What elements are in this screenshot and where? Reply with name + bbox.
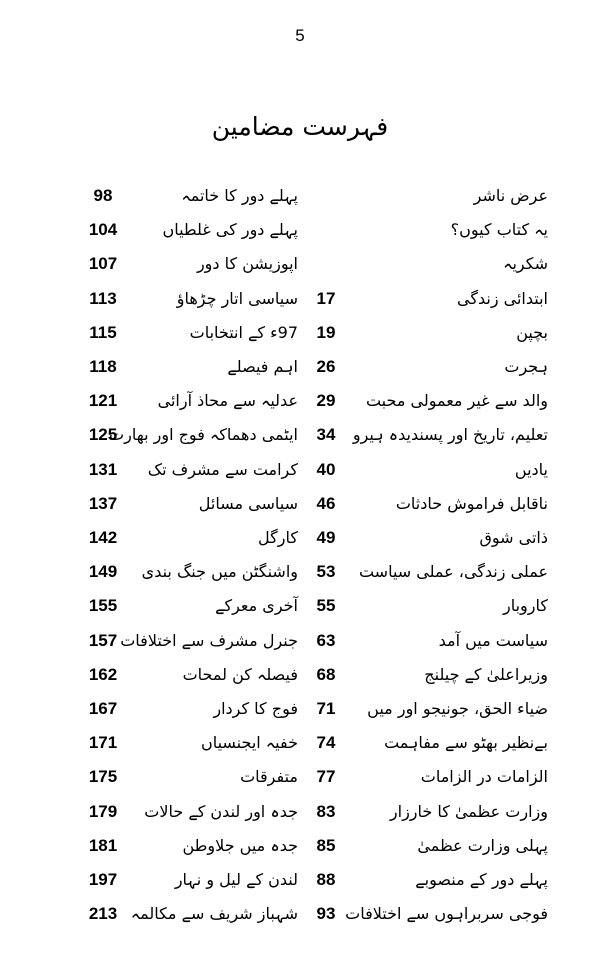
page-title: فہرست مضامین: [211, 112, 389, 141]
toc-entry-page: 68: [316, 664, 336, 684]
toc-entry-page: 17: [316, 288, 336, 308]
toc-entry-page: 125: [88, 425, 118, 445]
toc-row: [0, 627, 600, 661]
toc-row: [0, 558, 600, 592]
toc-entry-page: 115: [89, 322, 117, 342]
toc-row: [0, 250, 600, 284]
toc-row: [0, 490, 600, 524]
toc-entry-page: 40: [316, 459, 336, 479]
toc-entry-page: 104: [88, 220, 118, 240]
toc-row: [0, 900, 600, 934]
toc-entry-page: 113: [89, 288, 117, 308]
toc-entry-title: واشنگٹن میں جنگ بندی: [141, 562, 298, 582]
toc-entry-title: شکریہ: [503, 254, 548, 274]
toc-entry-title: بچپن: [516, 322, 548, 342]
toc-entry-page: 19: [316, 322, 336, 342]
toc-entry-title: والد سے غیر معمولی محبت: [365, 391, 548, 411]
toc-entry-title: تعلیم، تاریخ اور پسندیدہ ہیرو: [352, 425, 548, 445]
toc-entry-page: 71: [316, 699, 336, 718]
toc-entry-title: پہلی وزارت عظمیٰ: [417, 835, 548, 855]
toc-entry-title: جنرل مشرف سے اختلافات: [120, 630, 298, 650]
toc-entry-page: 107: [88, 254, 118, 274]
toc-entry-title: آخری معرکے: [215, 596, 298, 616]
toc-entry-title: عرض ناشر: [473, 186, 548, 205]
toc-entry-page: 49: [316, 528, 336, 547]
toc-row: [0, 456, 600, 490]
toc-row: [0, 729, 600, 763]
toc-entry-title: خفیہ ایجنسیاں: [200, 733, 298, 753]
toc-entry-title: پہلے دور کے منصوبے: [415, 870, 548, 889]
toc-entry-page: 157: [88, 630, 118, 650]
toc-entry-title: پہلے دور کا خاتمہ: [181, 186, 298, 205]
toc-entry-title: ابتدائی زندگی: [457, 288, 548, 308]
toc-entry-page: 55: [316, 596, 336, 616]
toc-entry-title: متفرقات: [240, 767, 298, 787]
toc-entry-page: 175: [88, 767, 118, 787]
toc-row: [0, 524, 600, 558]
toc-entry-title: کارگل: [258, 528, 298, 547]
toc-row: [0, 387, 600, 421]
toc-entry-title: سیاسی اتار چڑھاؤ: [176, 288, 298, 308]
toc-entry-title: الزامات در الزامات: [420, 767, 548, 787]
toc-entry-page: 155: [88, 596, 118, 616]
toc-entry-page: 98: [93, 186, 113, 205]
toc-entry-page: 162: [88, 664, 118, 684]
toc-row: [0, 285, 600, 319]
toc-entry-title: یہ کتاب کیوں؟: [450, 220, 548, 240]
toc-entry-page: 29: [316, 391, 336, 411]
toc-entry-page: 74: [316, 733, 336, 753]
toc-entry-page: 181: [88, 835, 118, 855]
toc-entry-title: عدلیہ سے محاذ آرائی: [157, 391, 298, 411]
toc-row: [0, 319, 600, 353]
toc-entry-title: اپوزیشن کا دور: [196, 254, 298, 274]
toc-entry-title: فوجی سربراہوں سے اختلافات: [345, 904, 548, 924]
toc-row: [0, 216, 600, 250]
toc-entry-title: وزیراعلیٰ کے چیلنج: [424, 664, 548, 684]
toc-row: [0, 866, 600, 900]
toc-entry-page: 85: [316, 835, 336, 855]
toc-entry-title: سیاسی مسائل: [198, 493, 298, 513]
toc-entry-page: 131: [88, 459, 118, 479]
toc-entry-title: جدہ اور لندن کے حالات: [144, 801, 298, 821]
toc-entry-title: جدہ میں جلاوطن: [182, 835, 298, 855]
toc-entry-title: فوج کا کردار: [213, 699, 298, 718]
toc-entry-page: 197: [88, 870, 118, 889]
toc-row: [0, 832, 600, 866]
toc-entry-title: ناقابل فراموش حادثات: [395, 493, 548, 513]
toc-entry-title: وزارت عظمیٰ کا خارزار: [389, 801, 548, 821]
toc-entry-title: اہم فیصلے: [227, 357, 298, 376]
toc-entry-page: 137: [88, 493, 118, 513]
toc-entry-page: 93: [316, 904, 336, 924]
toc-entry-title: 97ء کے انتخابات: [189, 322, 298, 342]
toc-row: [0, 798, 600, 832]
toc-entry-page: 34: [316, 425, 336, 445]
toc-entry-title: یادیں: [514, 459, 548, 479]
toc-entry-title: ضیاء الحق، جونیجو اور میں: [367, 699, 548, 718]
toc-entry-page: 83: [316, 801, 336, 821]
toc-entry-page: 142: [88, 528, 118, 547]
toc-entry-page: 46: [316, 493, 336, 513]
toc-row: [0, 661, 600, 695]
page-number: 5: [295, 26, 305, 45]
toc-entry-page: 77: [316, 767, 336, 787]
toc-entry-page: 149: [88, 562, 118, 582]
toc-entry-page: 26: [316, 357, 336, 376]
toc-entry-title: کرامت سے مشرف تک: [147, 459, 298, 479]
toc-entry-title: سیاست میں آمد: [438, 630, 548, 650]
toc-row: [0, 695, 600, 729]
toc-entry-page: 53: [316, 562, 336, 582]
toc-row: [0, 763, 600, 797]
toc-entry-title: فیصلہ کن لمحات: [182, 664, 298, 684]
toc-entry-page: 213: [88, 904, 118, 924]
toc-entry-title: عملی زندگی، عملی سیاست: [358, 562, 548, 582]
toc-row: [0, 353, 600, 387]
toc-entry-title: ہجرت: [504, 357, 548, 376]
toc-entry-title: شہباز شریف سے مکالمہ: [130, 904, 298, 924]
toc-entry-page: 167: [88, 699, 118, 718]
toc-entry-title: پہلے دور کی غلطیاں: [162, 220, 298, 240]
toc-entry-page: 171: [88, 733, 118, 753]
toc-entry-title: بےنظیر بھٹو سے مفاہمت: [384, 733, 548, 753]
toc-entry-page: 179: [88, 801, 118, 821]
toc-entry-title: ایٹمی دھماکہ فوج اور بھارت: [109, 425, 298, 445]
toc-row: [0, 182, 600, 216]
toc-entry-title: ذاتی شوق: [479, 528, 548, 547]
toc-entry-page: 63: [316, 630, 336, 650]
toc-entry-title: کاروبار: [503, 596, 548, 616]
toc-row: [0, 421, 600, 455]
toc-entry-page: 88: [316, 870, 336, 889]
toc-entry-page: 121: [88, 391, 118, 411]
toc-row: [0, 592, 600, 626]
toc-entry-title: لندن کے لیل و نہار: [174, 870, 298, 889]
toc-entry-page: 118: [89, 357, 117, 376]
